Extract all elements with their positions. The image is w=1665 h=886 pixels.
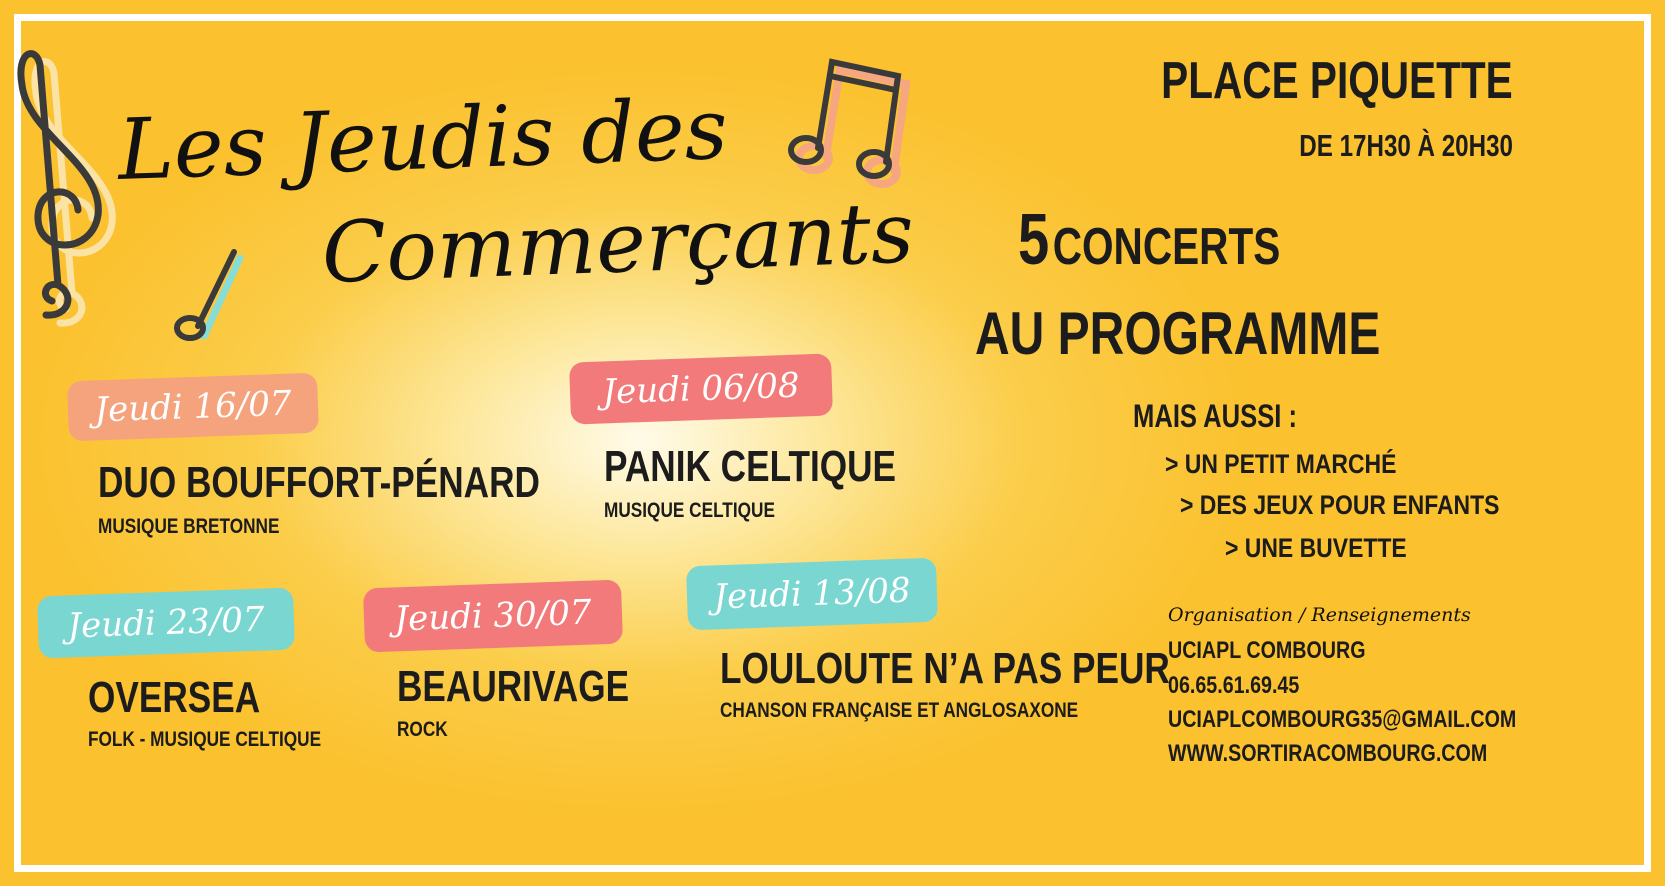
contact-phone: 06.65.61.69.45: [1168, 672, 1300, 699]
extras-item: > UNE BUVETTE: [1225, 533, 1407, 563]
concert-genre: FOLK - MUSIQUE CELTIQUE: [88, 728, 322, 751]
concert-date-badge: Jeudi 16/07: [67, 373, 319, 442]
concert-artist: LOULOUTE N’A PAS PEUR: [720, 644, 1170, 693]
concert-date-badge: Jeudi 13/08: [686, 558, 938, 631]
location-hours: DE 17H30 À 20H30: [1299, 128, 1513, 163]
beamed-notes-icon: [780, 50, 930, 200]
contact-email[interactable]: UCIAPLCOMBOURG35@GMAIL.COM: [1168, 706, 1517, 733]
location-place: PLACE PIQUETTE: [1161, 52, 1513, 110]
concert-date-badge: Jeudi 06/08: [569, 353, 833, 424]
contact-org: UCIAPL COMBOURG: [1168, 637, 1366, 664]
concerts-word: CONCERTS: [1052, 218, 1281, 276]
contact-website[interactable]: WWW.SORTIRACOMBOURG.COM: [1168, 740, 1488, 767]
extras-heading: MAIS AUSSI :: [1133, 398, 1298, 434]
concert-genre: MUSIQUE BRETONNE: [98, 515, 280, 538]
concert-artist: BEAURIVAGE: [397, 662, 630, 711]
concert-artist: DUO BOUFFORT-PÉNARD: [98, 458, 540, 507]
contact-label: Organisation / Renseignements: [1168, 604, 1471, 626]
concert-artist: PANIK CELTIQUE: [604, 442, 897, 491]
extras-item: > DES JEUX POUR ENFANTS: [1180, 490, 1500, 520]
title-line-1: Les Jeudis des: [116, 79, 730, 199]
extras-item: > UN PETIT MARCHÉ: [1165, 449, 1397, 479]
title-line-2: Commerçants: [320, 183, 916, 302]
concert-genre: ROCK: [397, 718, 448, 741]
treble-clef-icon: [6, 45, 126, 355]
concert-date-badge: Jeudi 30/07: [363, 580, 623, 653]
concert-genre: CHANSON FRANÇAISE ET ANGLOSAXONE: [720, 699, 1079, 722]
headline-line-2: AU PROGRAMME: [975, 300, 1381, 367]
concert-genre: MUSIQUE CELTIQUE: [604, 499, 775, 522]
headline-line-1: [1018, 200, 1280, 300]
concert-date-badge: Jeudi 23/07: [37, 588, 295, 659]
concert-artist: OVERSEA: [88, 673, 261, 722]
quarter-note-icon: [170, 240, 250, 350]
concert-count: 5: [1018, 200, 1050, 280]
